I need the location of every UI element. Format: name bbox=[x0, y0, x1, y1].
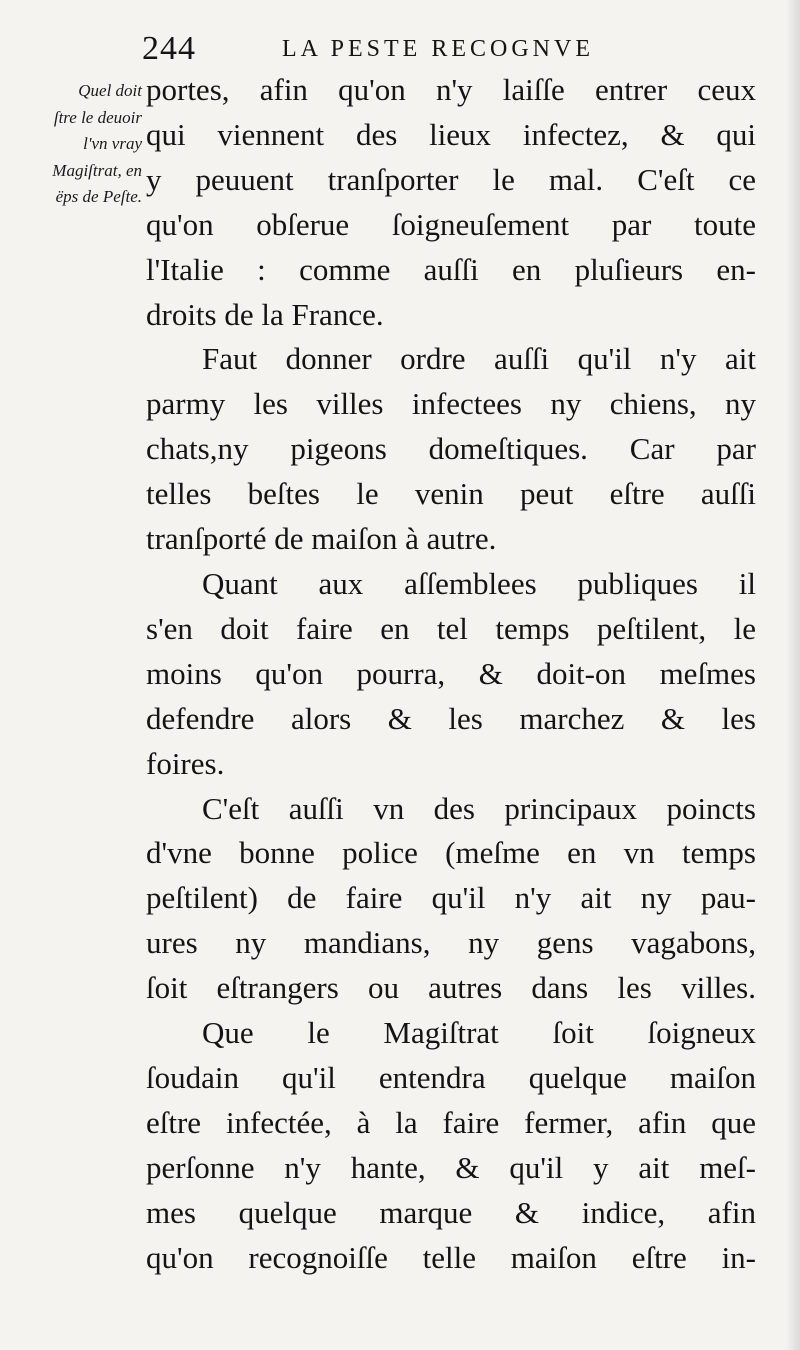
margin-note-line: l'vn vray bbox=[83, 134, 142, 153]
text-line: defendre alors & les marchez & les bbox=[146, 700, 756, 736]
text-line: chats,ny pigeons domeſtiques. Car par bbox=[146, 431, 756, 467]
text-line: peſtilent) de faire qu'il n'y ait ny pau- bbox=[146, 880, 756, 916]
running-title: LA PESTE RECOGNVE bbox=[282, 36, 595, 62]
text-line: eſtre infectée, à la faire fermer, afin que bbox=[146, 1104, 756, 1140]
text-line: telles beſtes le venin peut eſtre auſſi bbox=[146, 476, 756, 512]
text-line: y peuuent tranſporter le mal. C'eſt ce bbox=[146, 161, 756, 197]
text-line: d'vne bonne police (meſme en vn temps bbox=[146, 835, 756, 871]
text-line: qui viennent des lieux infectez, & qui bbox=[146, 116, 756, 152]
text-line: perſonne n'y hante, & qu'il y ait meſ- bbox=[146, 1149, 756, 1185]
text-line: l'Italie : comme auſſi en pluſieurs en- bbox=[146, 251, 756, 287]
paragraph-first-line: Faut donner ordre auſſi qu'il n'y ait bbox=[202, 341, 756, 377]
margin-note-line: Magiſtrat, en bbox=[52, 160, 142, 180]
margin-note bbox=[2, 78, 142, 211]
margin-note-line: ëps de Peſte. bbox=[55, 187, 142, 206]
paragraph-first-line: C'eſt auſſi vn des principaux poincts bbox=[202, 790, 756, 826]
text-line: mes quelque marque & indice, afin bbox=[146, 1194, 756, 1230]
body-text bbox=[146, 68, 756, 1280]
paragraph-first-line: Quant aux aſſemblees publiques il bbox=[202, 565, 756, 601]
text-line: droits de la France. bbox=[146, 296, 384, 332]
text-line: qu'on obſerue ſoigneuſement par toute bbox=[146, 206, 756, 242]
text-line: tranſporté de maiſon à autre. bbox=[146, 521, 497, 557]
margin-note-line: Quel doit bbox=[78, 81, 142, 100]
text-line: ſoudain qu'il entendra quelque maiſon bbox=[146, 1059, 756, 1095]
text-line: s'en doit faire en tel temps peſtilent, le bbox=[146, 610, 756, 646]
text-line: portes, afin qu'on n'y laiſſe entrer ceux bbox=[146, 72, 756, 107]
text-line: parmy les villes infectees ny chiens, ny bbox=[146, 386, 756, 422]
text-line: foires. bbox=[146, 745, 225, 781]
text-line: ures ny mandians, ny gens vagabons, bbox=[146, 925, 756, 961]
text-line: moins qu'on pourra, & doit-on meſmes bbox=[146, 655, 756, 691]
paragraph-first-line: Que le Magiſtrat ſoit ſoigneux bbox=[202, 1015, 756, 1051]
page-edge-shadow bbox=[786, 0, 800, 1350]
text-line: qu'on recognoiſſe telle maiſon eſtre in- bbox=[146, 1239, 756, 1275]
page-number: 244 bbox=[142, 30, 196, 67]
text-line: ſoit eſtrangers ou autres dans les villes. bbox=[146, 970, 756, 1006]
margin-note-line: ſtre le deuoir bbox=[53, 107, 142, 127]
